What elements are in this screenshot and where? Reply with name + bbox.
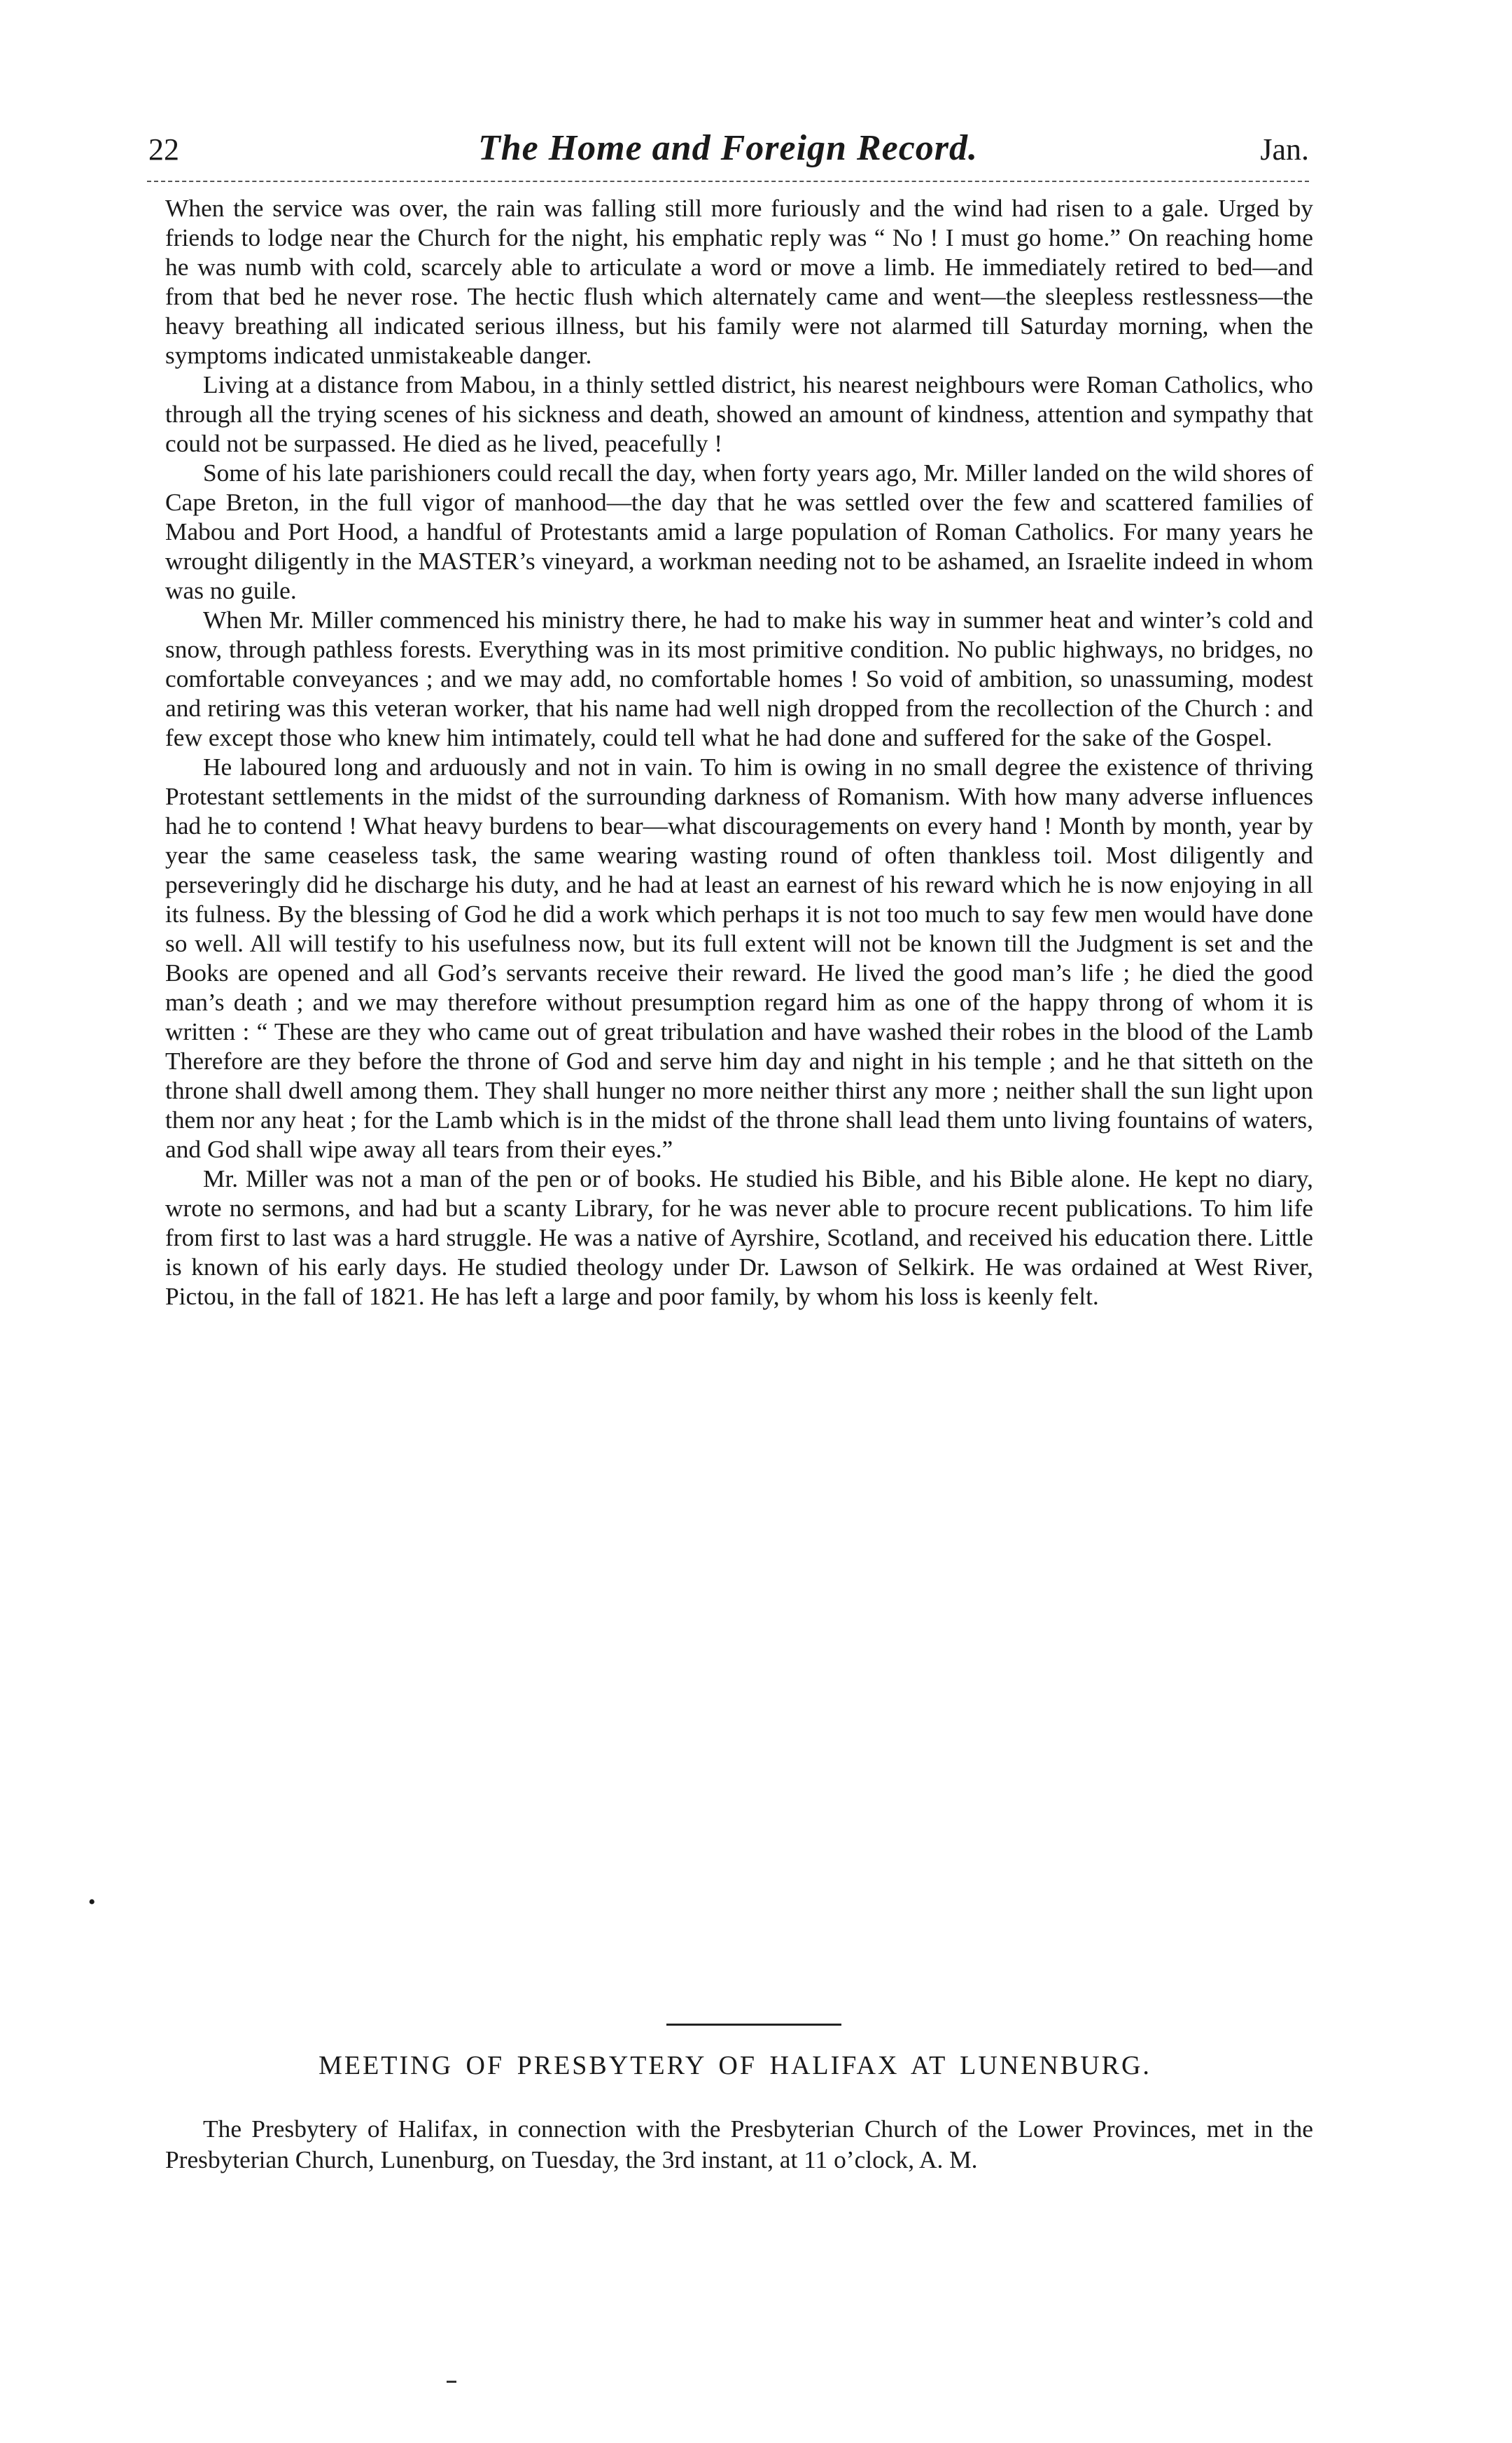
margin-dash xyxy=(447,2381,456,2383)
margin-mark: • xyxy=(88,1891,96,1914)
issue-month: Jan. xyxy=(1260,132,1309,167)
page-number: 22 xyxy=(148,132,179,167)
section-divider xyxy=(666,2024,841,2026)
header-rule xyxy=(147,181,1309,182)
paragraph: Mr. Miller was not a man of the pen or of books. He studied his Bible, and his Bible alone. He kept no diary, wrote no sermons, and had but a scanty Library, for he was never able to procure recent publications. To him life from first to last was a hard struggle. He was a native of Ayrshire, Scotland, and received his education there. Little is known of his early days. He studied theology under Dr. Lawson of Selkirk. He was ordained at West River, Pictou, in the fall of 1821. He has left a large and poor family, by whom his loss is keenly felt. xyxy=(165,1164,1313,1310)
paragraph: Some of his late parishioners could recall the day, when forty years ago, Mr. Miller landed on the wild shores of Cape Breton, in the full vigor of manhood—the day that he was settled over the few and scattered families of Mabou and Port Hood, a handful of Protestants amid a large population of Roman Catholics. For many years he wrought diligently in the MASTER’s vineyard, a workman needing not to be ashamed, an Israelite indeed in whom was no guile. xyxy=(165,459,1313,604)
paragraph: Living at a distance from Mabou, in a thinly settled district, his nearest neighbours were Roman Catholics, who through all the trying scenes of his sickness and death, showed an amount of kindness, attention and sympathy that could not be surpassed. He died as he lived, peacefully ! xyxy=(165,370,1313,457)
paragraph: The Presbytery of Halifax, in connection with the Presbyterian Church of the Lower Provinces, met in the Presbyterian Church, Lunenburg, on Tuesday, the 3rd instant, at 11 o’clock, A. M. xyxy=(165,2115,1313,2173)
paragraph: He laboured long and arduously and not in vain. To him is owing in no small degree the existence of thriving Protestant settlements in the midst of the surrounding darkness of Romanism. With how many adverse influences had he to contend ! What heavy burdens to bear—what discouragements on every hand ! Month by month, year by year the same ceaseless task, the same wearing wasting round of often thankless toil. Most diligently and perseveringly did he discharge his duty, and he had at least an earnest of his reward which he is now enjoying in all its fulness. By the blessing of God he did a work which perhaps it is not too much to say few men would have done so well. All will testify to his usefulness now, but its full extent will not be known till the Judgment is set and the Books are opened and all God’s servants receive their reward. He lived the good man’s life ; he died the good man’s death ; and we may therefore without presumption regard him as one of the happy throng of whom it is written : “ These are they who came out of great tribulation and have washed their robes in the blood of the Lamb Therefore are they before the throne of God and serve him day and night in his temple ; and he that sitteth on the throne shall dwell among them. They shall hunger no more neither thirst any more ; neither shall the sun light upon them nor any heat ; for the Lamb which is in the midst of the throne shall lead them unto living fountains of waters, and God shall wipe away all tears from their eyes.” xyxy=(165,753,1313,1163)
journal-title: The Home and Foreign Record. xyxy=(477,128,979,168)
paragraph: When Mr. Miller commenced his ministry there, he had to make his way in summer heat and winter’s cold and snow, through pathless forests. Everything was in its most primitive condition. No public highways, no bridges, no comfortable conveyances ; and we may add, no comfortable homes ! So void of ambition, so unassuming, modest and retiring was this veteran worker, that his name had well nigh dropped from the recollection of the Church : and few except those who knew him intimately, could tell what he had done and suffered for the sake of the Gospel. xyxy=(165,606,1313,751)
section-body xyxy=(165,2113,1313,2175)
section-heading: MEETING OF PRESBYTERY OF HALIFAX AT LUNENBURG. xyxy=(318,2051,1152,2080)
paragraph: When the service was over, the rain was falling still more furiously and the wind had risen to a gale. Urged by friends to lodge near the Church for the night, his emphatic reply was “ No ! I must go home.” On reaching home he was numb with cold, scarcely able to articulate a word or move a limb. He immediately retired to bed—and from that bed he never rose. The hectic flush which alternately came and went—the sleepless restlessness—the heavy breathing all indicated serious illness, but his family were not alarmed till Saturday morning, when the symptoms indicated unmistakeable danger. xyxy=(165,194,1313,369)
running-header xyxy=(140,125,1316,181)
article-body xyxy=(165,193,1313,1311)
